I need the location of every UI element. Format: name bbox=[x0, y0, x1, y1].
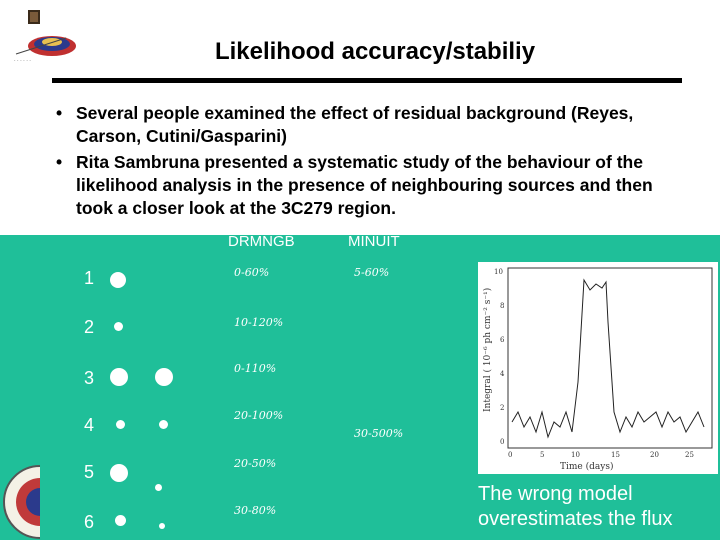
bullet-text: Rita Sambruna presented a systematic study of the behaviour of the likelihood analysis in the presence of neighbouring sources and then took a closer look at the 3C279 region. bbox=[76, 152, 653, 218]
svg-text:· · · · · ·: · · · · · · bbox=[14, 58, 31, 64]
drmngb-value: 10-120% bbox=[234, 316, 284, 329]
minuit-value: 5-60% bbox=[354, 266, 390, 279]
bullet-dot: • bbox=[56, 103, 63, 123]
y-tick: 2 bbox=[500, 404, 505, 412]
bullet-text: Several people examined the effect of residual background (Reyes, Carson, Cutini/Gasparini) bbox=[76, 103, 634, 146]
row-number: 2 bbox=[84, 317, 95, 337]
bullet-dot: • bbox=[56, 152, 63, 172]
source-circle-large bbox=[110, 368, 128, 386]
column-header-minuit: MINUIT bbox=[348, 233, 400, 250]
y-tick: 10 bbox=[494, 268, 503, 276]
x-tick: 10 bbox=[571, 451, 580, 459]
y-tick: 8 bbox=[500, 302, 505, 310]
neighbour-circle-small bbox=[159, 420, 168, 429]
conclusion-note: The wrong model overestimates the flux bbox=[478, 483, 673, 530]
source-circle-large bbox=[110, 464, 128, 482]
x-tick: 0 bbox=[508, 451, 513, 459]
x-tick: 5 bbox=[540, 451, 545, 459]
x-tick: 15 bbox=[611, 451, 620, 459]
bullet-item bbox=[52, 151, 692, 220]
bullet-item bbox=[52, 102, 692, 148]
row-number: 4 bbox=[84, 415, 95, 435]
y-tick: 6 bbox=[500, 336, 505, 344]
bullet-list bbox=[52, 102, 692, 223]
light-curve-plot bbox=[478, 262, 718, 474]
conference-seal bbox=[0, 462, 40, 540]
drmngb-value: 30-80% bbox=[234, 504, 277, 517]
title-divider bbox=[52, 78, 682, 83]
row-number: 5 bbox=[84, 462, 95, 482]
source-circle-large bbox=[110, 272, 126, 288]
neighbour-circle-large bbox=[155, 368, 173, 386]
plot-ylabel: Integral ( 10⁻⁶ ph cm⁻² s⁻¹) bbox=[483, 287, 493, 412]
source-circle-small bbox=[116, 420, 125, 429]
plot-xlabel: Time (days) bbox=[560, 462, 614, 472]
neighbour-circle-small bbox=[159, 523, 165, 529]
x-tick: 25 bbox=[685, 451, 694, 459]
neighbour-circle-small bbox=[155, 484, 162, 491]
source-circle-small bbox=[114, 322, 123, 331]
y-tick: 4 bbox=[500, 370, 505, 378]
column-header-drmngb: DRMNGB bbox=[228, 233, 295, 250]
drmngb-value: 0-60% bbox=[234, 266, 270, 279]
drmngb-value: 20-50% bbox=[234, 457, 277, 470]
drmngb-value: 20-100% bbox=[234, 409, 284, 422]
page-title: Likelihood accuracy/stabiliy bbox=[214, 38, 536, 65]
row-number: 6 bbox=[84, 512, 95, 532]
row-number: 3 bbox=[84, 368, 95, 388]
y-tick: 0 bbox=[500, 438, 505, 446]
source-circle-small bbox=[115, 515, 126, 526]
drmngb-value: 0-110% bbox=[234, 362, 277, 375]
minuit-value: 30-500% bbox=[354, 427, 404, 440]
x-tick: 20 bbox=[650, 451, 659, 459]
row-number: 1 bbox=[84, 268, 95, 288]
